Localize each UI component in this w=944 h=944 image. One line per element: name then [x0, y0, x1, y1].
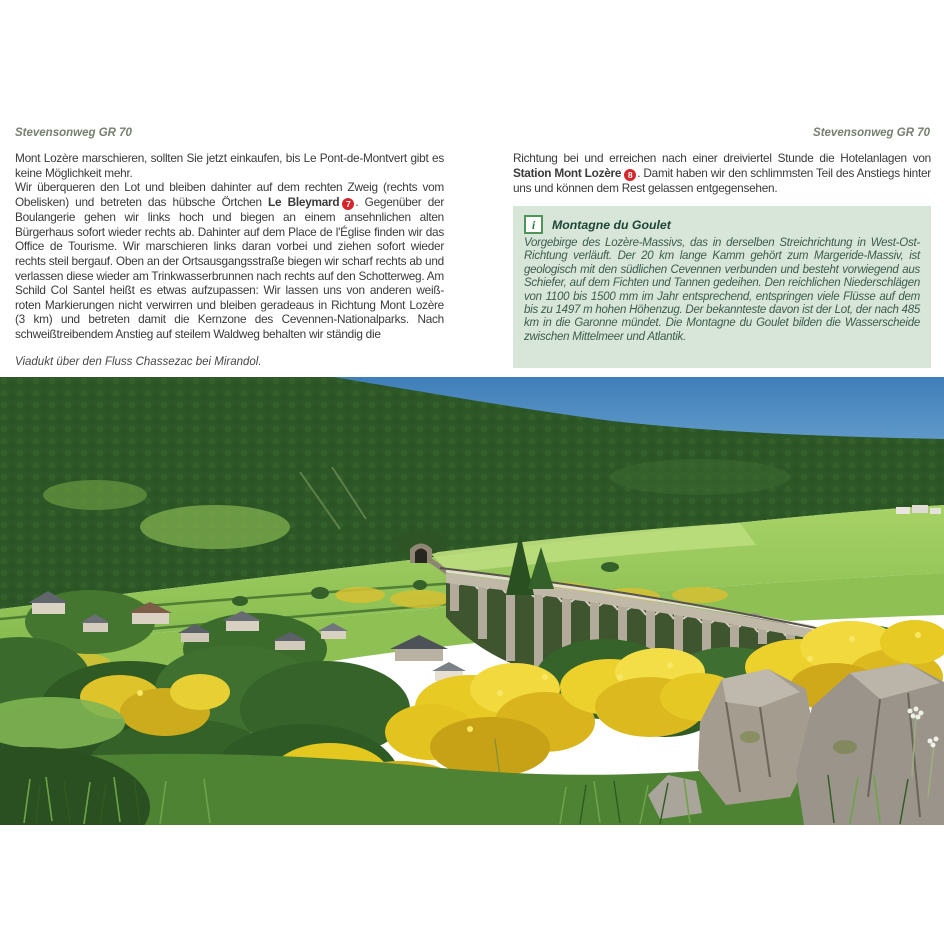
- paragraph-text: Wir überqueren den Lot und bleiben dahinter auf dem rechten Zweig (rechts vom Obelisken) und betreten das hübsche Örtchen: [15, 180, 444, 209]
- info-box: [513, 206, 931, 368]
- paragraph-text: Richtung bei und erreichen nach einer dreiviertel Stunde die Hotelanlagen von: [513, 151, 931, 165]
- info-box-title: Montagne du Goulet: [552, 217, 671, 232]
- waypoint-marker-8: 8: [624, 169, 636, 181]
- place-name-bold: Station Mont Lozère: [513, 165, 622, 180]
- info-icon: i: [524, 215, 543, 234]
- left-text-column: [15, 151, 444, 342]
- place-name-bold: Le Bleymard: [268, 194, 340, 209]
- info-box-body: Vorgebirge des Lozère-Massivs, das in derselben Streichrichtung in West-Ost-Richtung verläuft. Der 20 km lange Kamm gehört zum Margeride-Massiv, ist geologisch mit den südlichen Cevennen verbunden und besteht vorwiegend aus Schiefer, auf dem Fichten und Tannen gedeihen. Den reichlichen Niederschlägen von 1100 bis 1500 mm im Jahr entsprechend, entspringen viele Flüsse auf dem bis zu 1497 m hohen Höhenzug. Der bekannteste davon ist der Lot, der nach 485 km in die Garonne mündet. Die Montagne du Goulet bilden die Wasserscheide zwischen Mittelmeer und Atlantik.: [524, 237, 920, 343]
- running-head-right: Stevensonweg GR 70: [813, 127, 930, 139]
- paragraph-text: . Gegenüber der Boulangerie gehen wir links hoch und biegen an einem ansehnlichen alten Bürgerhaus sofort wieder rechts ab. Dahinter auf dem Place de l'Église finden wir das Office de Tourisme. Wir marschieren links daran vorbei und ziehen sofort wieder rechts steil bergauf. Oben an der Ortsausgangsstraße biegen wir scharf rechts ab und verlassen diese wieder am Trinkwasserbrunnen nach rechts auf den Schotterweg. Am Schild Col Santel heißt es etwas aufzupassen: Wir lassen uns von anderen weiß-roten Markierungen nicht verwirren und bleiben geradeaus in Richtung Mont Lozère (3 km) und betreten damit die Kernzone des Cevennen-Nationalparks. Nach schweißtreibendem Anstieg auf steilem Waldweg behalten wir ständig die: [15, 194, 445, 342]
- paragraph: [15, 180, 444, 341]
- paragraph-text: Mont Lozère marschieren, sollten Sie jetzt einkaufen, bis Le Pont-de-Montvert gibt es keine Möglichkeit mehr.: [15, 151, 444, 180]
- paragraph: [513, 151, 931, 196]
- running-head-left: Stevensonweg GR 70: [15, 127, 132, 139]
- paragraph-text: . Damit haben wir den schlimmsten Teil des Anstiegs hinter uns und können dem Rest gelassen entgegensehen.: [513, 165, 931, 196]
- photo-caption: Viadukt über den Fluss Chassezac bei Mirandol.: [15, 356, 262, 368]
- paragraph: [15, 151, 444, 180]
- info-box-header: [524, 215, 920, 234]
- waypoint-marker-7: 7: [342, 198, 354, 210]
- landscape-photo: [0, 377, 944, 825]
- right-text-column: [513, 151, 931, 196]
